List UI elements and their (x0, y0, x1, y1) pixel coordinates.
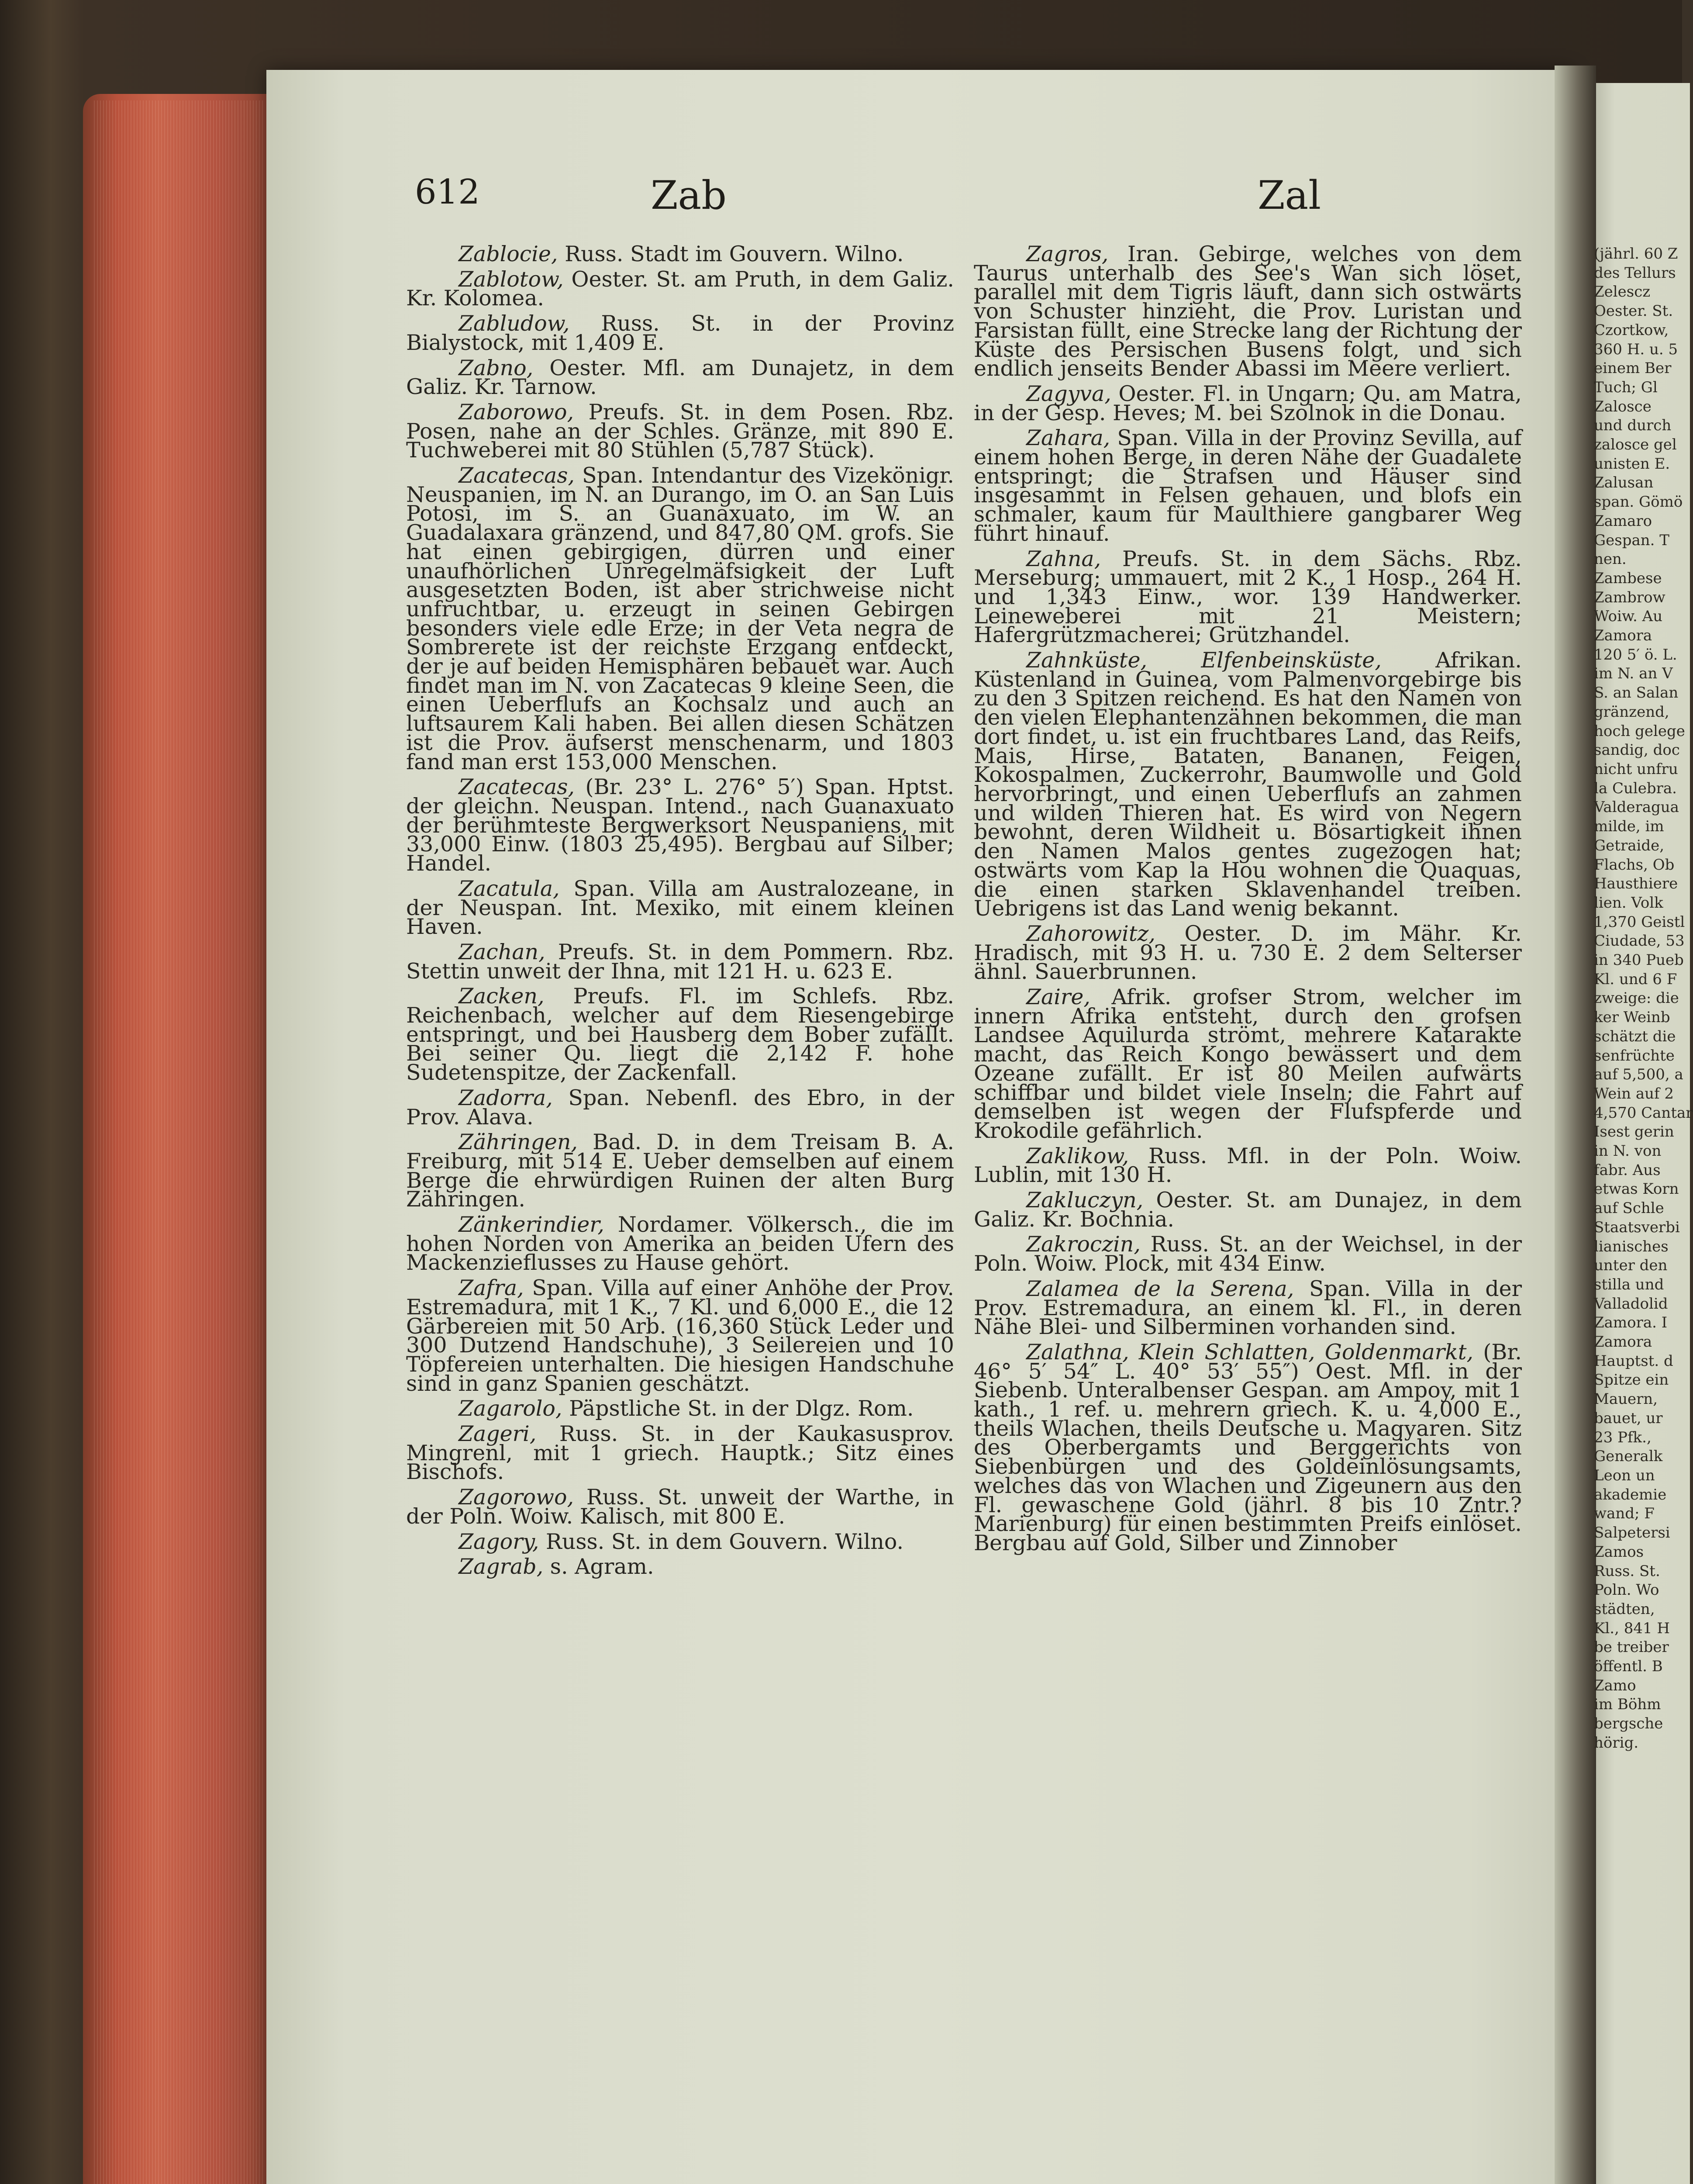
edge-text-line: be treiber (1594, 1638, 1669, 1656)
edge-text-line: S. an Salan (1594, 684, 1679, 702)
entry-headword: Zalamea de la Serena, (1026, 1276, 1294, 1301)
edge-text-line: fabr. Aus (1594, 1161, 1661, 1179)
edge-text-line: unisten E. (1594, 455, 1670, 473)
dictionary-entry (406, 355, 954, 400)
dictionary-entry (406, 266, 954, 311)
edge-text-line: zalosce gel (1594, 436, 1677, 454)
entry-text: Russ. St. in der Kaukasusprov. Mingrenl, mit 1 griech. Hauptk.; Sitz eines Bischofs. (406, 1421, 955, 1485)
entry-text: Afrikan. Küstenland in Guinea, vom Palmenvorgebirge bis zu den 3 Spitzen reichend. Es hat den Namen von den vielen Elephantenzähnen bekommen, die man dort findet, u. ist ein fruchtbares Land, das Reifs, Mais, Hirse, Bataten, Bananen, Feigen, Kokospalmen, Zuckerrohr, Baumwolle und Gold hervorbringt, und einen Ueberflufs an zahmen und wilden Thieren hat. Es wird von Negern bewohnt, deren Wildheit u. Bösartigkeit ihnen den Namen Malos gentes zugezogen hat; ostwärts vom Kap la Hou wohnen die Quaquas, die einen starken Sklavenhandel treiben. Uebrigens ist das Land wenig bekannt. (974, 648, 1522, 921)
dictionary-entry (406, 1130, 954, 1212)
entry-headword: Zahna, (1026, 546, 1101, 571)
dictionary-entry (974, 1339, 1522, 1555)
entry-text: Oester. Fl. in Ungarn; Qu. am Matra, in der Gesp. Heves; M. bei Szolnok in die Donau. (974, 381, 1522, 425)
gutter-shadow (1555, 66, 1596, 2184)
edge-text-line: Generalk (1594, 1448, 1663, 1465)
edge-text-line: schätzt die (1594, 1027, 1676, 1045)
edge-text-line: in 340 Pueb (1594, 951, 1684, 969)
entry-headword: Zadorra, (459, 1085, 553, 1110)
right-text-column (974, 242, 1522, 1559)
edge-text-line: 23 Pfk., (1594, 1428, 1652, 1446)
page-number: 612 (415, 173, 480, 212)
edge-text-line: bergsche (1594, 1715, 1663, 1733)
page-edge-lines (94, 100, 264, 2184)
edge-text-line: senfrüchte (1594, 1047, 1675, 1064)
dictionary-entry (974, 425, 1522, 546)
dictionary-entry (406, 939, 955, 984)
edge-text-line: Kl. und 6 F (1594, 970, 1677, 988)
entry-headword: Zabludow, (459, 311, 570, 336)
edge-text-line: la Culebra. (1594, 779, 1677, 797)
edge-text-line: Zamora (1594, 1333, 1652, 1351)
dictionary-entry (974, 1188, 1522, 1232)
edge-text-line: Zamora. I (1594, 1314, 1668, 1332)
edge-text-line: Flachs, Ob (1594, 856, 1675, 874)
dictionary-entry (406, 1275, 954, 1396)
edge-text-line: Zamos (1594, 1543, 1644, 1561)
running-head-right: Zal (1258, 173, 1321, 218)
entry-text: Oester. D. im Mähr. Kr. Hradisch, mit 93 H. u. 730 E. 2 dem Selterser ähnl. Sauerbrunnen. (974, 921, 1522, 985)
entry-text: Nordamer. Völkersch., die im hohen Norden von Amerika an beiden Ufern des Mackenzieflusses zu Hause gehört. (406, 1212, 955, 1275)
edge-text-line: Zambrow (1594, 588, 1665, 606)
entry-text: Oester. St. am Pruth, in dem Galiz. Kr. Kolomea. (406, 266, 954, 311)
entry-text: Preufs. Fl. im Schlefs. Rbz. Reichenbach, welcher auf dem Riesengebirge entspringt, und bei Hausberg dem Bober zufällt. Bei seiner Qu. liegt die 2,142 F. hohe Sudetenspitze, der Zackenfall. (406, 984, 954, 1085)
entry-text: Span. Villa in der Prov. Estremadura, an einem kl. Fl., in deren Nähe Blei- und Silberminen vorhanden sind. (974, 1276, 1522, 1340)
dictionary-entry (406, 1421, 955, 1485)
entry-headword: Zagros, (1026, 242, 1109, 266)
dictionary-entry (974, 1276, 1522, 1340)
entry-headword: Zacatecas, (459, 774, 575, 800)
entry-headword: Zablocie, (459, 242, 558, 266)
dictionary-entry (406, 1085, 954, 1130)
edge-text-line: bauet, ur (1594, 1409, 1663, 1427)
edge-text-line: Russ. St. (1594, 1562, 1660, 1580)
edge-text-line: Wein auf 2 (1594, 1085, 1674, 1102)
dictionary-entry (406, 774, 954, 876)
edge-text-line: Valladolid (1594, 1295, 1668, 1313)
entry-headword: Zagarolo, (459, 1396, 562, 1421)
edge-text-line: Woiw. Au (1594, 608, 1663, 625)
dictionary-entry (974, 381, 1522, 425)
entry-text: Russ. Stadt im Gouvern. Wilno. (565, 242, 904, 266)
entry-text: Russ. Mfl. in der Poln. Woiw. Lublin, mit 130 H. (974, 1143, 1522, 1188)
edge-text-line: Spitze ein (1594, 1371, 1669, 1389)
edge-text-line: Tuch; Gl (1594, 378, 1658, 396)
entry-headword: Zachan, (459, 939, 545, 964)
entry-headword: Zaborowo, (459, 399, 574, 425)
edge-text-line: hoch gelege (1594, 722, 1685, 740)
dictionary-entry (406, 1396, 954, 1421)
edge-text-line: Salpetersi (1594, 1524, 1670, 1542)
edge-text-line: im N. an V (1594, 665, 1673, 683)
entry-headword: Zacatula, (459, 876, 560, 901)
dictionary-entry (974, 242, 1522, 381)
edge-text-line: Hausthiere (1594, 875, 1678, 893)
dictionary-entry (974, 1232, 1522, 1276)
dictionary-entry (974, 546, 1522, 648)
edge-text-line: Valderagua (1594, 798, 1679, 816)
dictionary-entry (406, 399, 954, 463)
dictionary-entry (406, 311, 954, 355)
edge-text-line: hörig. (1594, 1734, 1639, 1752)
edge-text-line: Staatsverbi (1594, 1218, 1680, 1236)
dictionary-entry (406, 1529, 954, 1554)
entry-text: Span. Villa in der Provinz Sevilla, auf einem hohen Berge, in deren Nähe der Guadalete entspringt; die Strafsen und Häuser sind insgesammt in Felsen gehauen, und blofs ein schmaler, kaum für Maulthiere gangbarer Weg führt hinauf. (974, 425, 1522, 546)
edge-text-line: ker Weinb (1594, 1009, 1670, 1026)
dictionary-entry (406, 242, 954, 266)
edge-text-line: Gespan. T (1594, 531, 1669, 549)
edge-text-line: städten, (1594, 1600, 1655, 1618)
entry-headword: Zacken, (459, 984, 545, 1009)
edge-text-line: des Tellurs (1594, 264, 1676, 282)
entry-headword: Zafra, (459, 1275, 524, 1301)
entry-text: Bad. D. in dem Treisam B. A. Freiburg, mit 514 E. Ueber demselben auf einem Berge die ehrwürdigen Ruinen der alten Burg Zähringen. (406, 1130, 954, 1212)
entry-headword: Zagorowo, (459, 1485, 574, 1510)
dictionary-entry (974, 985, 1522, 1143)
dictionary-entry (406, 1212, 955, 1275)
edge-text-line: nen. (1594, 550, 1627, 568)
entry-headword: Zacatecas, (459, 463, 575, 488)
entry-text: (Br. 23° L. 276° 5′) Span. Hptst. der gleichn. Neuspan. Intend., nach Guanaxuato der berühmteste Bergwerksort Neuspaniens, mit 33,000 Einw. (1803 25,495). Bergbau auf Silber; Handel. (406, 774, 954, 876)
edge-text-line: span. Gömö (1594, 493, 1683, 511)
dictionary-entry (974, 1143, 1522, 1188)
edge-text-line: Zamo (1594, 1676, 1636, 1694)
entry-text: s. Agram. (550, 1554, 654, 1579)
running-head-left: Zab (651, 173, 727, 218)
edge-text-line: Oester. St. (1594, 302, 1673, 320)
edge-text-line: Getraide, (1594, 836, 1665, 854)
entry-text: (Br. 46° 5′ 54″ L. 40° 53′ 55″) Oest. Mfl. in der Siebenb. Unteralbenser Gespan. am Ampoy, mit 1 kath., 1 ref. u. mehrern griech. K. u. 4,000 E., theils Wlachen, theils Deutsche u. Magyaren. Sitz des Oberbergamts und Berggerichts von Siebenbürgen und des Goldeinlösungsamts, welches das von Wlachen und Zigeunern aus den Fl. gewaschene Gold (jährl. 8 bis 10 Zntr.? Marienburg) für einen bestimmten Preifs einlöset. Bergbau auf Gold, Silber und Zinnober (974, 1339, 1522, 1555)
edge-text-line: Zamaro (1594, 512, 1652, 530)
entry-headword: Zänkerindier, (459, 1212, 604, 1237)
dictionary-entry (406, 876, 954, 940)
edge-text-line: öffentl. B (1594, 1658, 1663, 1676)
entry-text: Päpstliche St. in der Dlgz. Rom. (569, 1396, 914, 1421)
edge-text-line: Leon un (1594, 1467, 1655, 1484)
entry-text: Afrik. grofser Strom, welcher im innern Afrika entsteht, durch den grofsen Landsee Aquilurda strömt, mehrere Katarakte macht, das Reich Kongo bewässert und dem Ozeane zufällt. Er ist 80 Meilen aufwärts schiffbar und bildet viele Inseln; die Fahrt auf demselben ist wegen der Flufspferde und Krokodile gefährlich. (974, 985, 1522, 1143)
edge-text-line: Hauptst. d (1594, 1352, 1673, 1370)
entry-headword: Zaklikow, (1026, 1143, 1129, 1168)
entry-text: Oester. Mfl. am Dunajetz, in dem Galiz. Kr. Tarnow. (406, 355, 954, 400)
edge-text-line: Poln. Wo (1594, 1581, 1659, 1599)
edge-text-line: Mauern, (1594, 1390, 1658, 1408)
edge-text-line: 120 5′ ö. L. (1594, 646, 1677, 663)
edge-text-line: zweige: die (1594, 989, 1679, 1007)
entry-headword: Zabno, (459, 355, 534, 380)
entry-text: Iran. Gebirge, welches von dem Taurus unterhalb des See's Wan sich löset, parallel mit dem Tigris läuft, dann sich ostwärts von Schuster hinzieht, die Prov. Luristan und Farsistan füllt, eine Strecke lang der Richtung der Küste des Persischen Busens folgt, und sich endlich jenseits Bender Abassi im Meere verliert. (974, 242, 1522, 381)
entry-headword: Zablotow, (459, 266, 564, 292)
edge-text-line: 1,370 Geistl (1594, 913, 1685, 931)
entry-headword: Zahnküste, Elfenbeinsküste, (1026, 648, 1382, 673)
edge-text-line: Zelescz (1594, 283, 1651, 301)
dictionary-entry (406, 1554, 954, 1579)
entry-text: Russ. St. in dem Gouvern. Wilno. (545, 1529, 904, 1554)
edge-text-line: lianisches (1594, 1237, 1669, 1255)
dictionary-entry (406, 984, 954, 1085)
entry-headword: Zahara, (1026, 425, 1110, 451)
edge-text-line: Czortkow, (1594, 321, 1669, 339)
dictionary-entry (406, 463, 955, 774)
edge-text-line: Ciudade, 53 (1594, 932, 1685, 950)
edge-text-line: Isest gerin (1594, 1123, 1674, 1141)
edge-text-line: im Böhm (1594, 1696, 1661, 1714)
entry-headword: Zagory, (459, 1529, 539, 1554)
edge-text-line: lien. Volk (1594, 894, 1663, 912)
entry-text: Russ. St. an der Weichsel, in der Poln. Woiw. Plock, mit 434 Einw. (974, 1232, 1522, 1276)
edge-text-line: stilla und (1594, 1275, 1664, 1293)
edge-text-line: in N. von (1594, 1142, 1662, 1160)
edge-text-line: auf Schle (1594, 1199, 1664, 1217)
entry-headword: Zagrab, (459, 1554, 544, 1579)
edge-text-line: einem Ber (1594, 359, 1672, 377)
edge-text-line: 4,570 Cantar (1594, 1104, 1693, 1122)
entry-text: Span. Intendantur des Vizekönigr. Neuspanien, im N. an Durango, im O. an San Luis Potosi, im S. an Guanaxuato, im W. an Guadalaxara gränzend, und 847,80 QM. grofs. Sie hat einen gebirgigen, dürren und einer unaufhörlichen Unregelmäfsigkeit der Luft ausgesetzten Boden, ist aber strichweise nicht unfruchtbar, u. erzeugt in seinen Gebirgen besonders viele edle Erze; in der Veta negra de Sombrerete ist der reichste Erzgang entdeckt, der je auf beiden Hemisphären bebauet war. Auch findet man im N. von Zacatecas 9 kleine Seen, die einen Ueberflufs an Kochsalz und auch an luftsaurem Kali haben. Bei allen diesen Schätzen ist die Prov. äufserst menschenarm, und 1803 fand man erst 153,000 Menschen. (406, 463, 955, 774)
edge-text-line: (jährl. 60 Z (1594, 245, 1678, 263)
entry-text: Preufs. St. in dem Sächs. Rbz. Merseburg; ummauert, mit 2 K., 1 Hosp., 264 H. und 1,343 Einw., wor. 139 Handwerker. Leineweberei mit 21 Meistern; Hafergrützmacherei; Grützhandel. (974, 546, 1522, 648)
edge-text-line: unter den (1594, 1257, 1668, 1275)
edge-text-line: auf 5,500, a (1594, 1066, 1683, 1084)
entry-text: Preufs. St. in dem Posen. Rbz. Posen, nahe an der Schles. Gränze, mit 890 E. Tuchweberei mit 80 Stühlen (5,787 Stück). (406, 399, 954, 463)
entry-headword: Zageri, (459, 1421, 537, 1447)
entry-headword: Zakluczyn, (1026, 1188, 1144, 1213)
facing-page-edge-text (1594, 245, 1693, 1753)
dictionary-entry (974, 648, 1522, 921)
edge-text-line: wand; F (1594, 1505, 1655, 1523)
entry-headword: Zagyva, (1026, 381, 1111, 406)
dictionary-entry (406, 1485, 954, 1529)
edge-text-line: Zambese (1594, 569, 1662, 587)
entry-text: Span. Nebenfl. des Ebro, in der Prov. Alava. (406, 1085, 954, 1130)
entry-text: Preufs. St. in dem Pommern. Rbz. Stettin unweit der Ihna, mit 121 H. u. 623 E. (406, 939, 955, 984)
left-text-column (406, 242, 955, 1583)
edge-text-line: nicht unfru (1594, 760, 1678, 778)
edge-text-line: etwas Korn (1594, 1180, 1679, 1198)
entry-headword: Zakroczin, (1026, 1232, 1141, 1257)
edge-text-line: Zamora (1594, 627, 1652, 645)
edge-text-line: sandig, doc (1594, 741, 1680, 759)
edge-text-line: milde, im (1594, 818, 1664, 836)
entry-headword: Zaire, (1026, 985, 1090, 1010)
entry-headword: Zalathna, Klein Schlatten, Goldenmarkt, (1026, 1339, 1474, 1365)
entry-text: Oester. St. am Dunajez, in dem Galiz. Kr. Bochnia. (974, 1188, 1522, 1232)
edge-text-line: akademie (1594, 1486, 1667, 1503)
edge-text-line: gränzend, (1594, 703, 1669, 721)
edge-text-line: und durch (1594, 417, 1672, 435)
edge-text-line: Zalusan (1594, 474, 1654, 492)
entry-headword: Zahorowitz, (1026, 921, 1155, 946)
entry-headword: Zähringen, (459, 1130, 578, 1155)
entry-text: Russ. St. in der Provinz Bialystock, mit 1,409 E. (406, 311, 954, 355)
edge-text-line: Zalosce (1594, 397, 1652, 415)
entry-text: Russ. St. unweit der Warthe, in der Poln. Woiw. Kalisch, mit 800 E. (406, 1485, 954, 1529)
entry-text: Span. Villa auf einer Anhöhe der Prov. Estremadura, mit 1 K., 7 Kl. und 6,000 E., die 12 Gärbereien mit 50 Arb. (16,360 Stück Leder und 300 Dutzend Handschuhe), 3 Seilereien und 10 Töpfereien unterhalten. Die hiesigen Handschuhe sind in ganz Spanien geschätzt. (406, 1275, 954, 1396)
edge-text-line: Kl., 841 H (1594, 1619, 1670, 1637)
entry-text: Span. Villa am Australozeane, in der Neuspan. Int. Mexiko, mit einem kleinen Haven. (406, 876, 954, 940)
dictionary-entry (974, 921, 1522, 985)
edge-text-line: 360 H. u. 5 (1594, 340, 1678, 358)
